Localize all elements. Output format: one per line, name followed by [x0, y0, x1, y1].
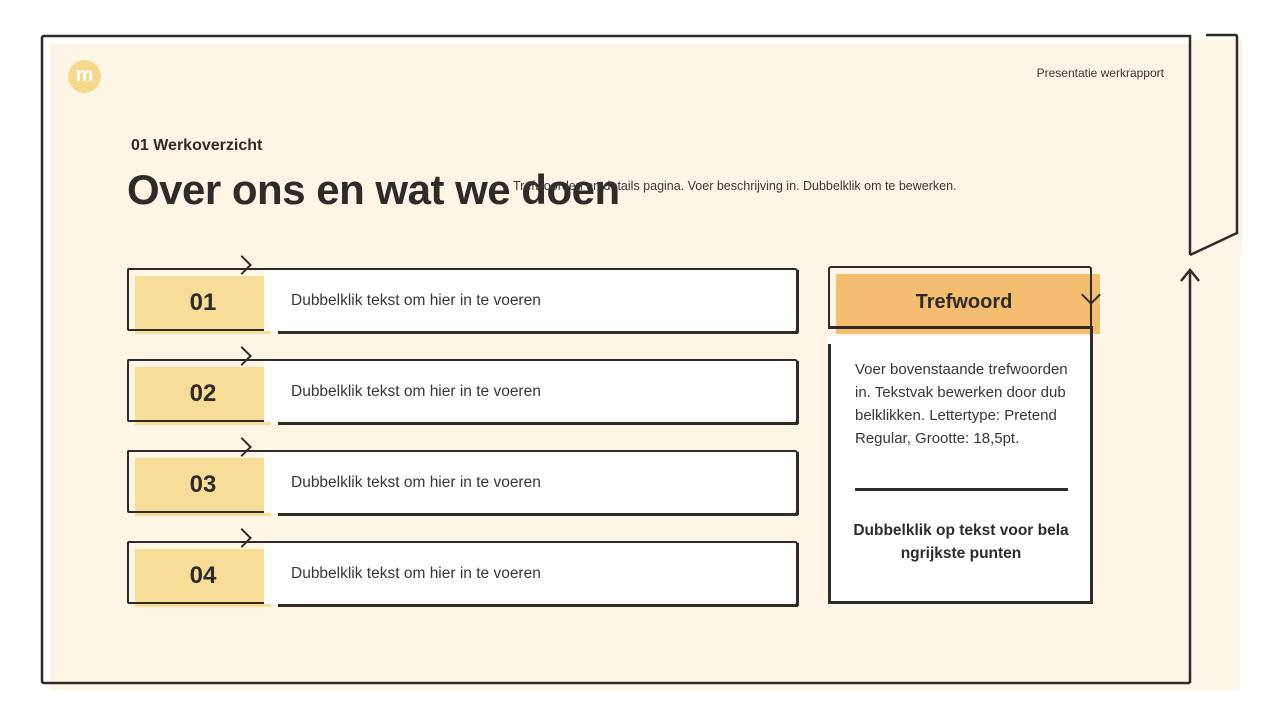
- page-title: Over ons en wat we doen: [127, 166, 620, 213]
- text-box-edge: [796, 543, 799, 606]
- row-number: 04: [189, 562, 217, 589]
- row-number: 03: [189, 471, 217, 498]
- row-text[interactable]: Dubbelklik tekst om hier in te voeren: [291, 565, 541, 582]
- side-tab-background: [1190, 40, 1242, 255]
- row-number: 01: [189, 289, 217, 316]
- row-number: 02: [189, 380, 217, 407]
- keyword-card: [828, 266, 1100, 608]
- keyword-divider: [855, 488, 1068, 491]
- row-text[interactable]: Dubbelklik tekst om hier in te voeren: [291, 474, 541, 491]
- page-subtitle: Trefwoorden en details pagina. Voer beschrijving in. Dubbelklik om te bewerken.: [513, 179, 957, 193]
- row-text-box[interactable]: [264, 359, 798, 422]
- text-box-underline: [278, 331, 798, 334]
- keyword-body-edge-right: [1090, 326, 1093, 604]
- text-box-edge: [796, 361, 799, 424]
- list-item: [127, 541, 802, 609]
- keyword-body-edge-left: [828, 344, 831, 604]
- text-box-edge: [796, 452, 799, 515]
- row-text-box[interactable]: [264, 541, 798, 604]
- report-label: Presentatie werkrapport: [1036, 66, 1164, 80]
- text-box-underline: [278, 604, 798, 607]
- keyword-body-edge-bottom: [828, 601, 1092, 604]
- row-text-box[interactable]: [264, 268, 798, 331]
- keyword-emphasis[interactable]: Dubbelklik op tekst voor belangrijkste punten: [853, 522, 1069, 562]
- keyword-description[interactable]: Voer bovenstaande trefwoorden in. Tekstvak bewerken door dubbelklikken. Lettertype: Pretend Regular, Grootte: 18,5pt.: [855, 361, 1068, 447]
- row-text[interactable]: Dubbelklik tekst om hier in te voeren: [291, 383, 541, 400]
- text-box-edge: [796, 270, 799, 333]
- text-box-underline: [278, 513, 798, 516]
- list-item: [127, 359, 802, 427]
- row-text-box[interactable]: [264, 450, 798, 513]
- logo: [68, 60, 101, 93]
- keyword-title[interactable]: Trefwoord: [915, 290, 1013, 313]
- list-item: [127, 450, 802, 518]
- row-text[interactable]: Dubbelklik tekst om hier in te voeren: [291, 292, 541, 309]
- logo-letter: m: [75, 64, 94, 86]
- section-label: 01 Werkoverzicht: [131, 137, 263, 154]
- text-box-underline: [278, 422, 798, 425]
- list-item: [127, 268, 802, 336]
